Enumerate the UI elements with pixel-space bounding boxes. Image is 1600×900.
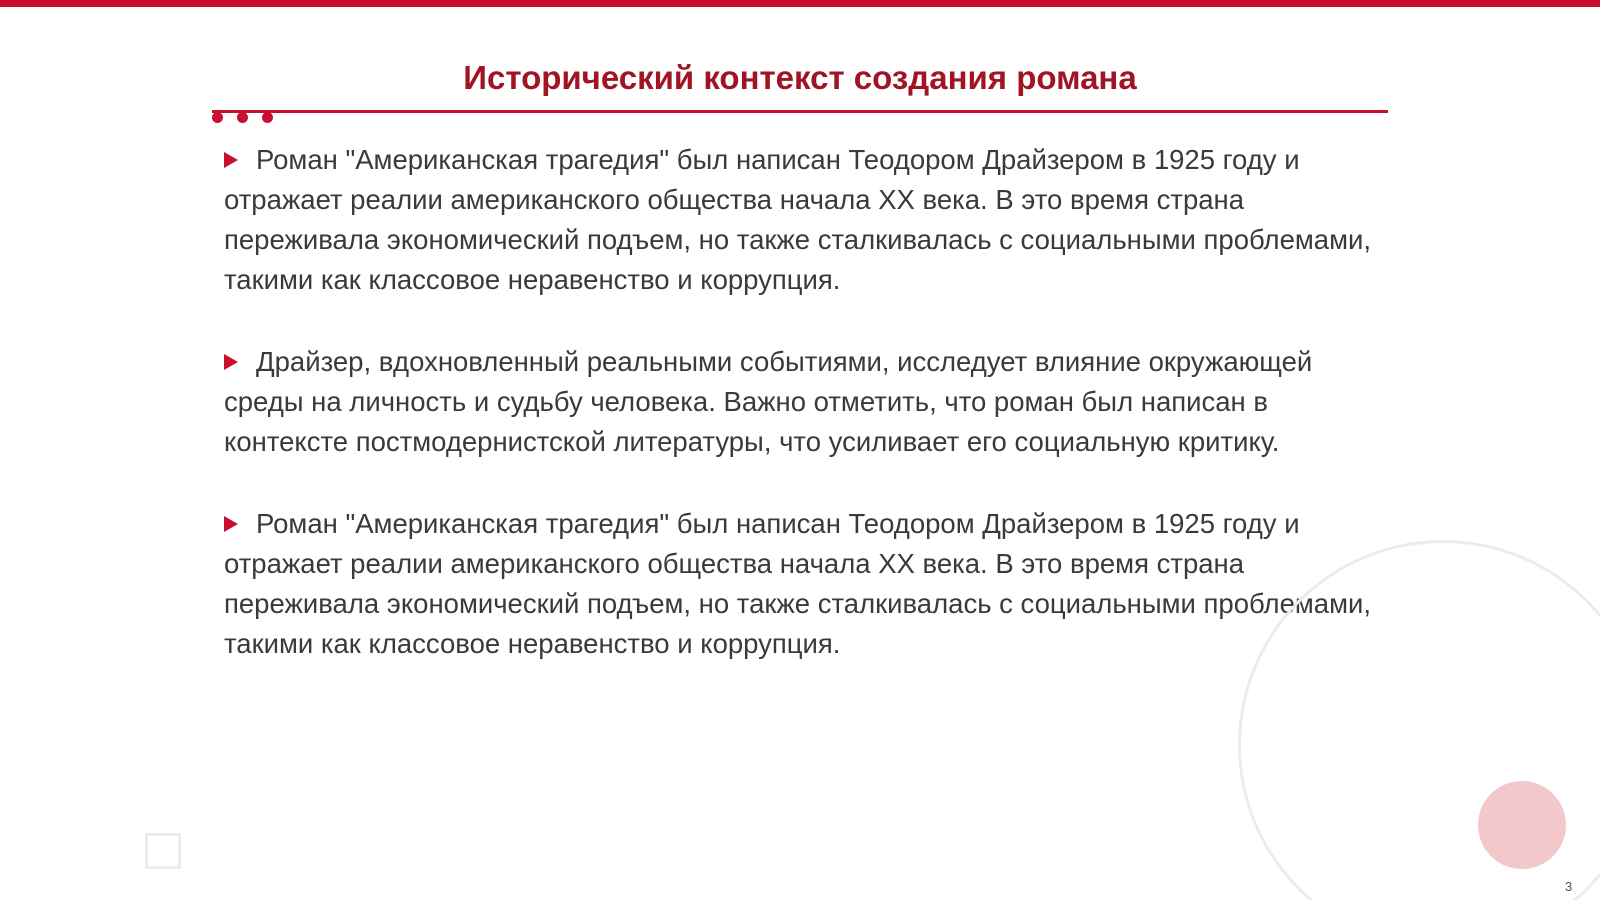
triangle-right-icon [224,354,238,370]
decorative-square [145,833,181,869]
paragraph-text: Роман "Американская трагедия" был написан Теодором Драйзером в 1925 году и отражает реалии американского общества начала XX века. В это время страна переживала экономический подъем, но также сталкивалась с социальными проблемами, такими как классовое неравенство и коррупция. [224,144,1371,295]
dot-icon [212,112,223,123]
bullet-paragraph [224,504,1374,664]
triangle-right-icon [224,152,238,168]
paragraph-text: Драйзер, вдохновленный реальными событиями, исследует влияние окружающей среды на личность и судьбу человека. Важно отметить, что роман был написан в контексте постмодернистской литературы, что усиливает его социальную критику. [224,346,1313,457]
bullet-paragraph [224,342,1374,462]
page-number: 3 [1565,879,1573,894]
slide-body [224,140,1374,706]
dot-icon [262,112,273,123]
slide-title: Исторический контекст создания романа [463,59,1137,96]
bullet-paragraph [224,140,1374,300]
title-underline [212,110,1388,113]
top-accent-bar [0,0,1600,7]
paragraph-text: Роман "Американская трагедия" был написан Теодором Драйзером в 1925 году и отражает реалии американского общества начала XX века. В это время страна переживала экономический подъем, но также сталкивалась с социальными проблемами, такими как классовое неравенство и коррупция. [224,508,1371,659]
dot-icon [237,112,248,123]
decorative-disc [1478,781,1566,869]
triangle-right-icon [224,516,238,532]
